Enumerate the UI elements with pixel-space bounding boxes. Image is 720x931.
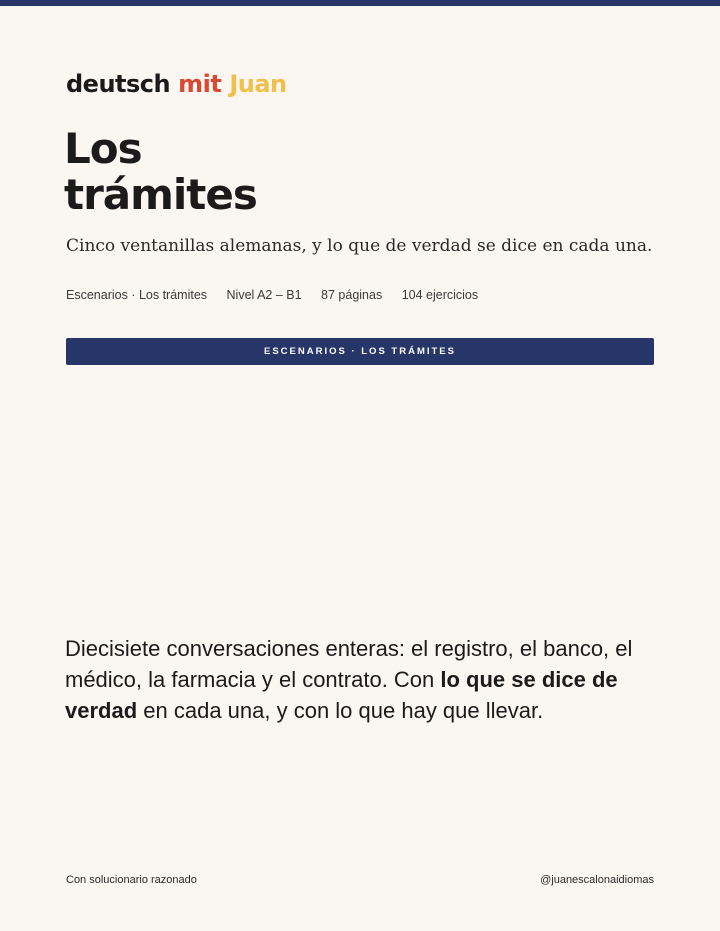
description-paragraph <box>65 633 665 726</box>
brand-logo <box>66 68 287 100</box>
subtitle: Cinco ventanillas alemanas, y lo que de verdad se dice en cada una. <box>66 236 653 256</box>
meta-level: Nivel A2 – B1 <box>226 288 302 302</box>
series-banner-label: ESCENARIOS · LOS TRÁMITES <box>264 346 456 357</box>
description-text-part-1: Diecisiete conversaciones enteras: el registro, el banco, el médico, la farmacia y el contrato. Con <box>65 636 633 692</box>
brand-word-juan: Juan <box>229 70 287 98</box>
title-line-2: trámites <box>64 170 257 219</box>
meta-series: Escenarios · Los trámites <box>66 288 208 302</box>
series-banner <box>66 338 654 365</box>
description-emphasis: lo que se dice de verdad <box>65 667 618 723</box>
meta-exercises: 104 ejercicios <box>401 288 479 302</box>
top-accent-bar <box>0 0 720 6</box>
brand-word-deutsch: deutsch <box>66 70 171 98</box>
title-line-1: Los <box>64 124 142 173</box>
description-text-part-2: en cada una, y con lo que hay que llevar. <box>137 698 544 723</box>
meta-row <box>66 286 494 304</box>
footer-solutions-note: Con solucionario razonado <box>66 874 197 886</box>
footer-social-handle: @juanescalonaidiomas <box>540 874 654 886</box>
meta-pages: 87 páginas <box>321 288 383 302</box>
page-title <box>64 126 257 218</box>
brand-word-mit: mit <box>178 70 222 98</box>
